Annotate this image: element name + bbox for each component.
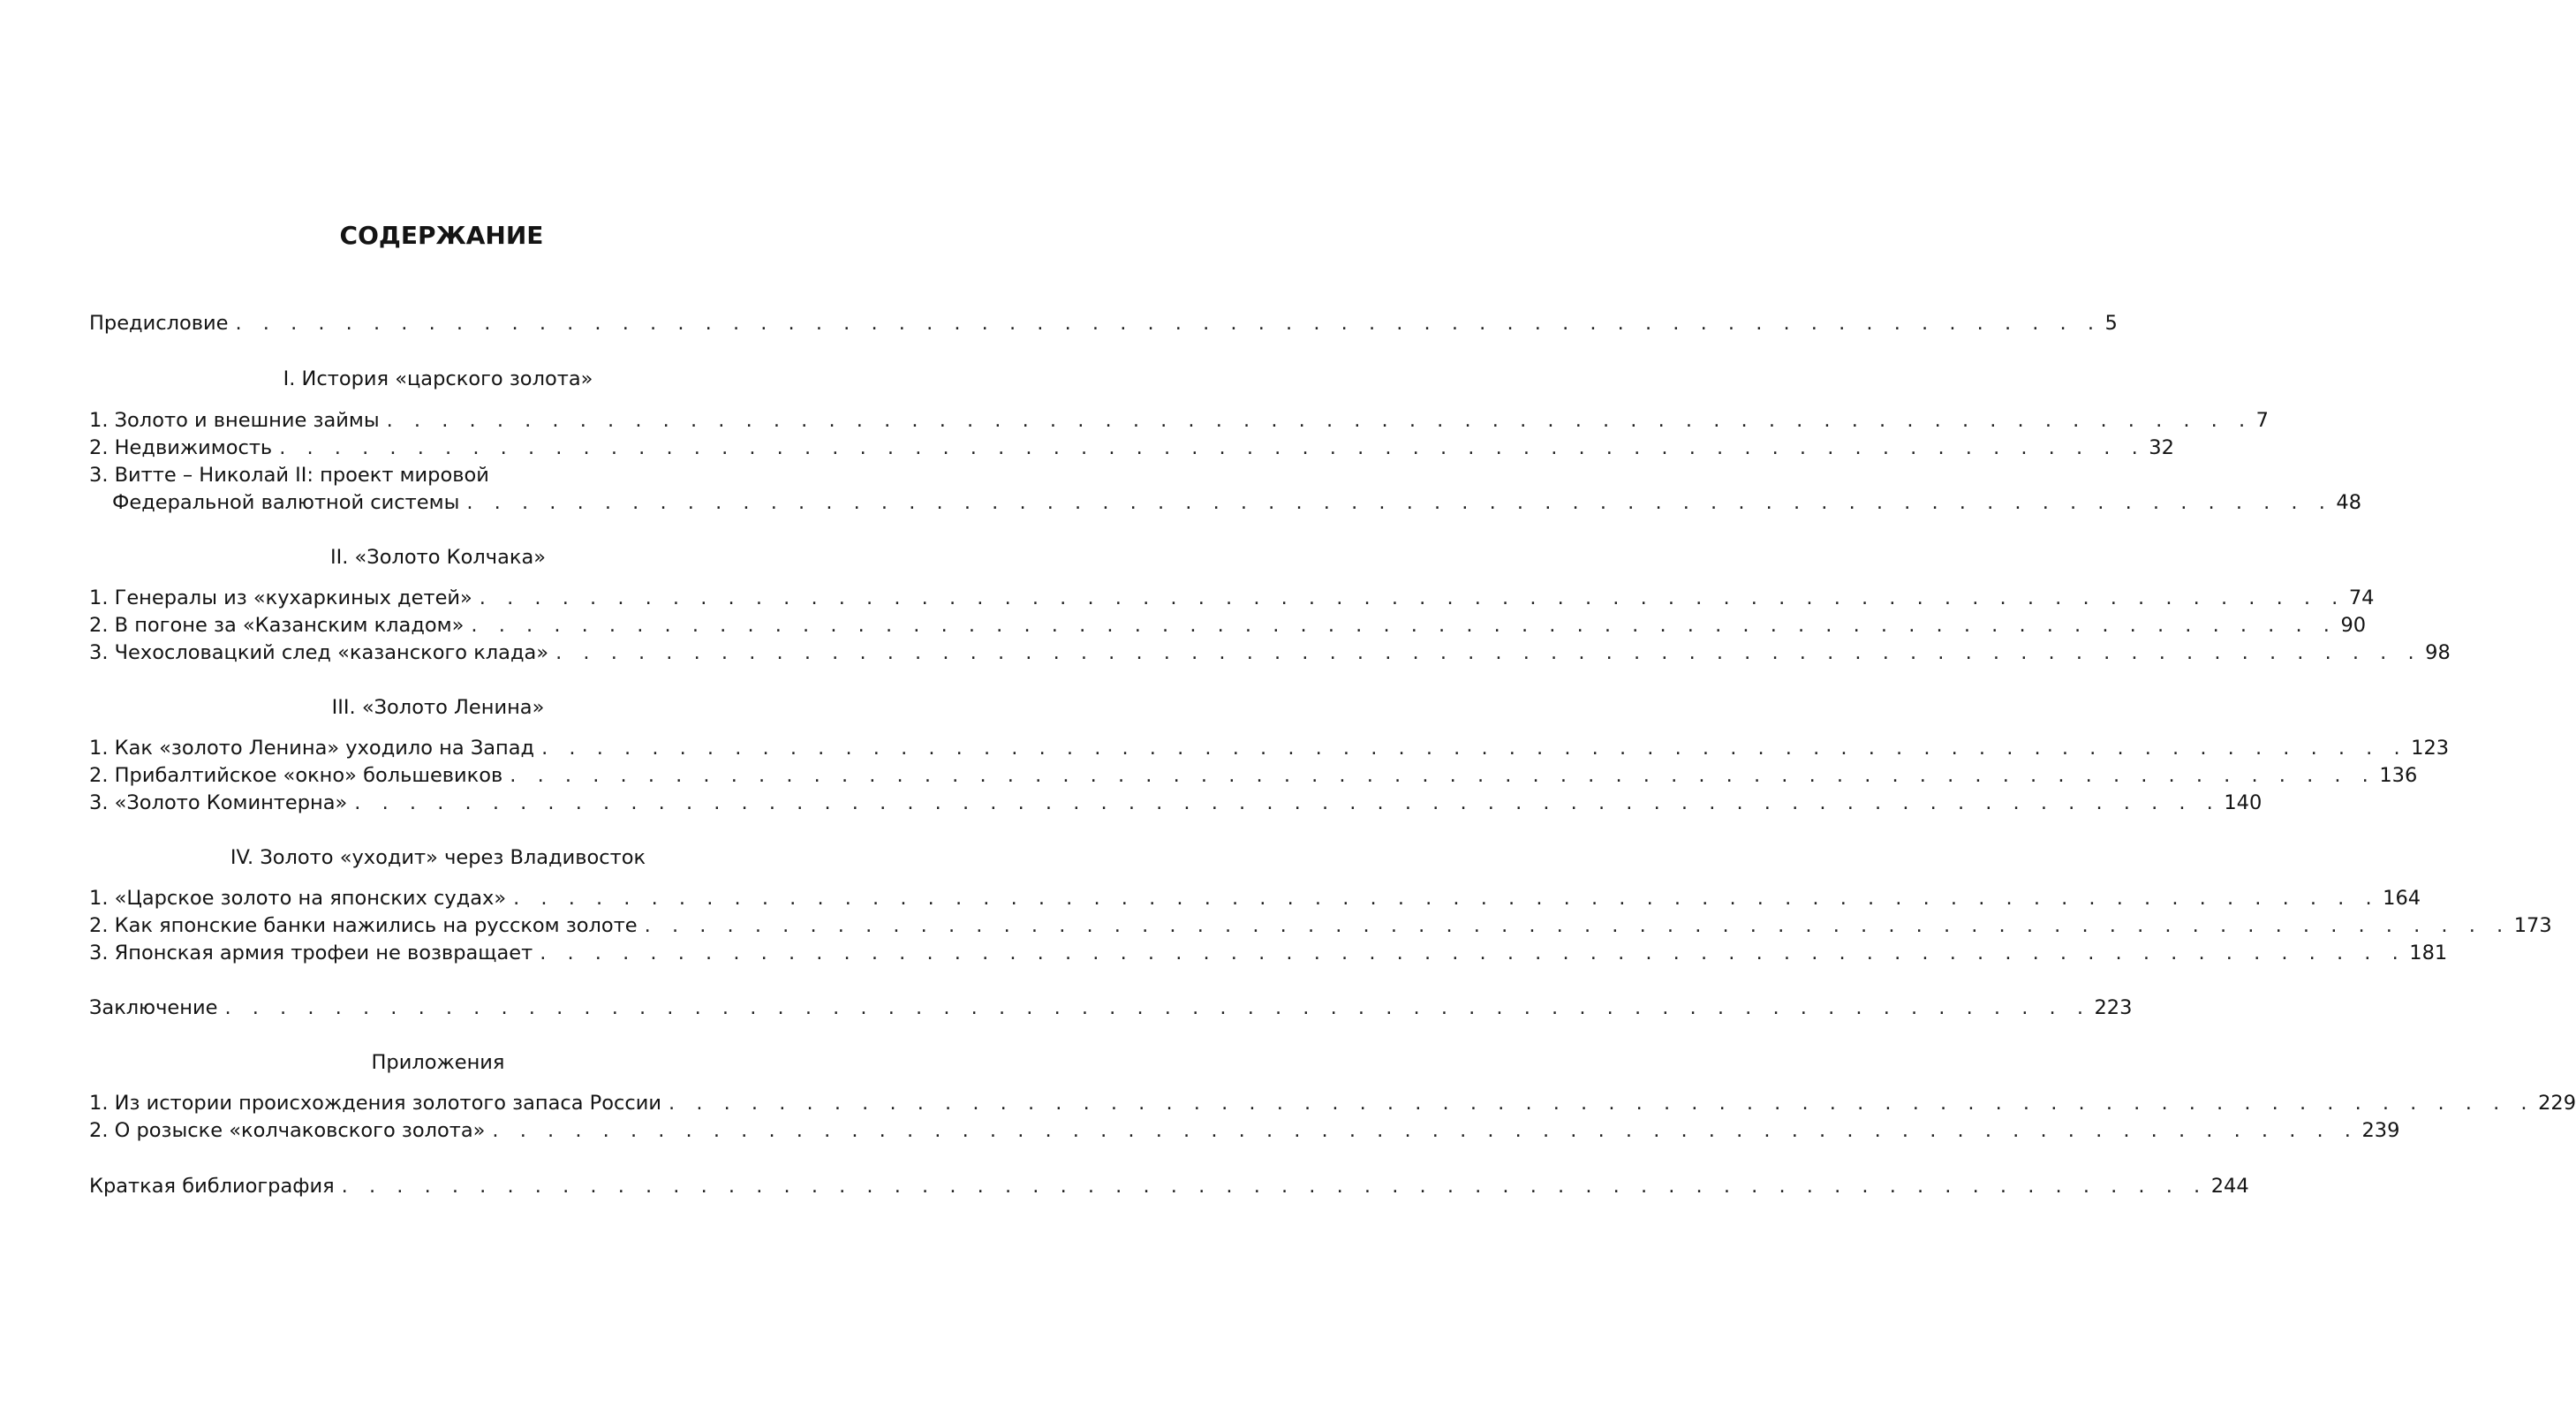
- toc-entry-preface[interactable]: [89, 309, 2118, 337]
- section-heading-part-4: IV. Золото «уходит» через Владивосток: [230, 846, 646, 869]
- dot-leader: . . . . . . . . . . . . . . . . . . . . . . . . . . . . . . . . . . . . . . . . . . . . . . . . . . . . . . . . . . . . . . . . . . . .: [492, 1119, 2359, 1142]
- page-title: СОДЕРЖАНИЕ: [339, 221, 544, 250]
- toc-entry[interactable]: [89, 584, 2375, 612]
- dot-leader: . . . . . . . . . . . . . . . . . . . . . . . . . . . . . . . . . . . . . . . . . . . . . . . . . . . . . . . . . . . . . . . . . . . .: [224, 996, 2091, 1019]
- toc-entry-label: Краткая библиография: [89, 1175, 335, 1198]
- toc-entry-label: 3. Чехословацкий след «казанского клада»: [89, 641, 549, 664]
- toc-entry-label: Предисловие: [89, 312, 229, 335]
- toc-entry[interactable]: [112, 488, 2362, 517]
- section-heading-appendices: Приложения: [371, 1051, 505, 1074]
- toc-entry[interactable]: [89, 939, 2448, 967]
- dot-leader: . . . . . . . . . . . . . . . . . . . . . . . . . . . . . . . . . . . . . . . . . . . . . . . . . . . . . . . . . . . . . . . . . . . .: [354, 791, 2221, 814]
- toc-page-number: 239: [2361, 1119, 2400, 1142]
- toc-entry-label: 2. Прибалтийское «окно» большевиков: [89, 764, 503, 787]
- toc-entry-label: 1. «Царское золото на японских судах»: [89, 887, 507, 910]
- toc-page-number: 5: [2104, 312, 2118, 335]
- dot-leader: . . . . . . . . . . . . . . . . . . . . . . . . . . . . . . . . . . . . . . . . . . . . . . . . . . . . . . . . . . . . . . . . . . . .: [479, 586, 2346, 609]
- toc-page-number: 244: [2210, 1175, 2249, 1198]
- toc-page-number: 164: [2383, 887, 2421, 910]
- dot-leader: . . . . . . . . . . . . . . . . . . . . . . . . . . . . . . . . . . . . . . . . . . . . . . . . . . . . . . . . . . . . . . . . . . . .: [555, 641, 2422, 664]
- dot-leader: . . . . . . . . . . . . . . . . . . . . . . . . . . . . . . . . . . . . . . . . . . . . . . . . . . . . . . . . . . . . . . . . . . . .: [386, 409, 2253, 432]
- dot-leader: . . . . . . . . . . . . . . . . . . . . . . . . . . . . . . . . . . . . . . . . . . . . . . . . . . . . . . . . . . . . . . . . . . . .: [669, 1092, 2535, 1115]
- dot-leader: . . . . . . . . . . . . . . . . . . . . . . . . . . . . . . . . . . . . . . . . . . . . . . . . . . . . . . . . . . . . . . . . . . . .: [513, 887, 2380, 910]
- section-heading-part-2: II. «Золото Колчака»: [329, 546, 547, 569]
- toc-entry-label-line-1[interactable]: 3. Витте – Николай II: проект мировой: [89, 464, 489, 487]
- toc-entry-label: 1. Как «золото Ленина» уходило на Запад: [89, 737, 535, 760]
- toc-entry[interactable]: [89, 911, 2552, 940]
- toc-entry-label: 3. «Золото Коминтерна»: [89, 791, 348, 814]
- toc-entry-label: 1. Золото и внешние займы: [89, 409, 380, 432]
- toc-entry[interactable]: [89, 761, 2418, 790]
- toc-entry[interactable]: [89, 639, 2451, 667]
- toc-entry[interactable]: [89, 434, 2174, 462]
- dot-leader: . . . . . . . . . . . . . . . . . . . . . . . . . . . . . . . . . . . . . . . . . . . . . . . . . . . . . . . . . . . . . . . . . . . .: [510, 764, 2376, 787]
- toc-entry-label: Заключение: [89, 996, 218, 1019]
- toc-page-number: 32: [2149, 436, 2174, 459]
- toc-entry-label: Федеральной валютной системы: [112, 491, 460, 514]
- toc-entry[interactable]: [89, 1116, 2400, 1145]
- toc-entry[interactable]: [89, 734, 2450, 762]
- toc-entry-label: 1. Из истории происхождения золотого запаса России: [89, 1092, 662, 1115]
- toc-page-number: 7: [2255, 409, 2269, 432]
- toc-entry[interactable]: [89, 611, 2367, 639]
- toc-page-number: 223: [2094, 996, 2133, 1019]
- toc-entry[interactable]: [89, 884, 2421, 912]
- toc-page-number: 48: [2336, 491, 2362, 514]
- toc-entry-bibliography[interactable]: [89, 1172, 2249, 1200]
- toc-page-number: 90: [2340, 614, 2367, 637]
- toc-entry[interactable]: [89, 406, 2269, 435]
- dot-leader: . . . . . . . . . . . . . . . . . . . . . . . . . . . . . . . . . . . . . . . . . . . . . . . . . . . . . . . . . . . . . . . . . . . .: [540, 942, 2406, 964]
- toc-page-number: 123: [2411, 737, 2450, 760]
- dot-leader: . . . . . . . . . . . . . . . . . . . . . . . . . . . . . . . . . . . . . . . . . . . . . . . . . . . . . . . . . . . . . . . . . . . .: [466, 491, 2333, 514]
- toc-page-number: 229: [2538, 1092, 2576, 1115]
- toc-page-number: 181: [2409, 942, 2448, 964]
- toc-entry-label: 2. В погоне за «Казанским кладом»: [89, 614, 465, 637]
- toc-entry[interactable]: [89, 1089, 2576, 1117]
- toc-entry-label: 3. Японская армия трофеи не возвращает: [89, 942, 533, 964]
- dot-leader: . . . . . . . . . . . . . . . . . . . . . . . . . . . . . . . . . . . . . . . . . . . . . . . . . . . . . . . . . . . . . . . . . . . .: [279, 436, 2146, 459]
- toc-page-number: 140: [2224, 791, 2262, 814]
- section-heading-part-3: III. «Золото Ленина»: [331, 696, 545, 719]
- toc-entry-label: 2. О розыске «колчаковского золота»: [89, 1119, 486, 1142]
- toc-entry-conclusion[interactable]: [89, 994, 2133, 1022]
- dot-leader: . . . . . . . . . . . . . . . . . . . . . . . . . . . . . . . . . . . . . . . . . . . . . . . . . . . . . . . . . . . . . . . . . . . .: [644, 914, 2511, 937]
- section-heading-part-1: I. История «царского золота»: [283, 367, 593, 390]
- dot-leader: . . . . . . . . . . . . . . . . . . . . . . . . . . . . . . . . . . . . . . . . . . . . . . . . . . . . . . . . . . . . . . . . . . . .: [341, 1175, 2208, 1198]
- toc-entry[interactable]: [89, 789, 2262, 817]
- toc-page-number: 74: [2348, 586, 2375, 609]
- toc-page-number: 98: [2425, 641, 2451, 664]
- toc-page-number: 136: [2379, 764, 2418, 787]
- toc-entry-label: 2. Недвижимость: [89, 436, 273, 459]
- toc-entry-label: 1. Генералы из «кухаркиных детей»: [89, 586, 472, 609]
- toc-entry-label: 2. Как японские банки нажились на русском золоте: [89, 914, 638, 937]
- dot-leader: . . . . . . . . . . . . . . . . . . . . . . . . . . . . . . . . . . . . . . . . . . . . . . . . . . . . . . . . . . . . . . . . . . . .: [541, 737, 2408, 760]
- toc-page-number: 173: [2513, 914, 2552, 937]
- dot-leader: . . . . . . . . . . . . . . . . . . . . . . . . . . . . . . . . . . . . . . . . . . . . . . . . . . . . . . . . . . . . . . . . . . . .: [235, 312, 2102, 335]
- dot-leader: . . . . . . . . . . . . . . . . . . . . . . . . . . . . . . . . . . . . . . . . . . . . . . . . . . . . . . . . . . . . . . . . . . . .: [471, 614, 2338, 637]
